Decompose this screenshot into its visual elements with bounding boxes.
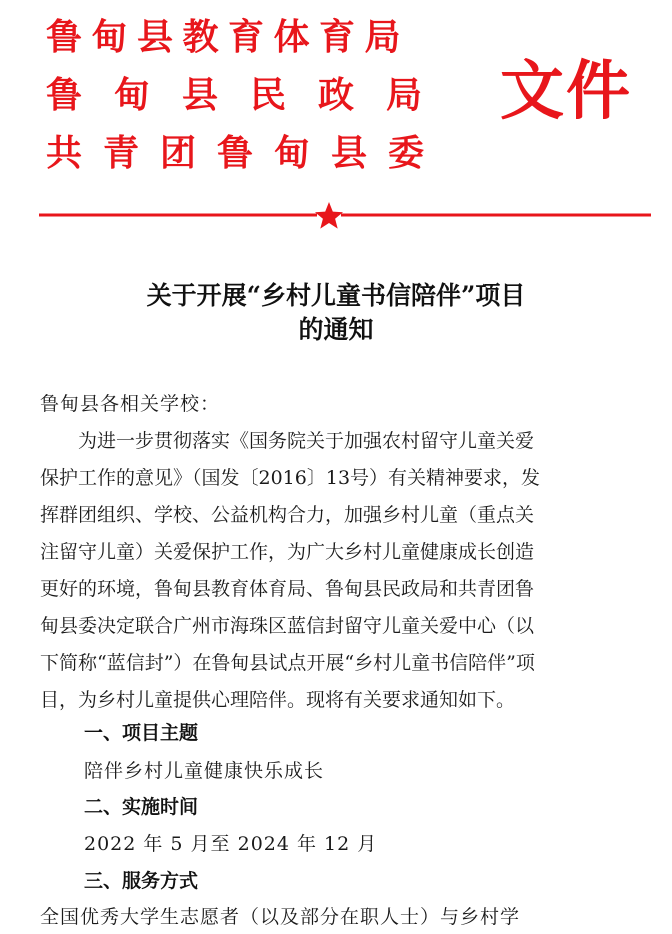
salutation: 鲁甸县各相关学校： [40, 393, 221, 415]
paragraph-line: 挥群团组织、学校、公益机构合力，加强乡村儿童（重点关 [40, 504, 535, 526]
section-text-service: 全国优秀大学生志愿者（以及部分在职人士）与乡村学 [40, 906, 521, 928]
paragraph-line: 甸县委决定联合广州市海珠区蓝信封留守儿童关爱中心（以 [40, 615, 535, 637]
issuer-education-bureau: 鲁甸县教育体育局 [46, 16, 411, 58]
notice-title-line-1: 关于开展“乡村儿童书信陪伴”项目 [146, 281, 526, 310]
intro-paragraph [40, 423, 640, 719]
paragraph-line: 保护工作的意见》（国发〔2016〕13号）有关精神要求，发 [40, 467, 541, 489]
paragraph-line: 更好的环境，鲁甸县教育体育局、鲁甸县民政局和共青团鲁 [40, 578, 535, 600]
section-text-time: 2022 年 5 月至 2024 年 12 月 [84, 833, 378, 855]
notice-title-line-2: 的通知 [298, 315, 374, 344]
paragraph-line: 目，为乡村儿童提供心理陪伴。现将有关要求通知如下。 [40, 689, 516, 711]
paragraph-line: 注留守儿童）关爱保护工作，为广大乡村儿童健康成长创造 [40, 541, 535, 563]
paragraph-line: 下简称“蓝信封”）在鲁甸县试点开展“乡村儿童书信陪伴”项 [40, 652, 535, 674]
section-heading-service: 三、服务方式 [84, 870, 199, 892]
document-type-word: 文件 [500, 54, 632, 129]
section-heading-time: 二、实施时间 [84, 796, 199, 818]
issuer-youth-league-committee: 共青团鲁甸县委 [46, 132, 446, 174]
red-star-icon [315, 202, 343, 229]
red-divider-with-star [39, 200, 651, 230]
document-header [0, 0, 672, 240]
section-text-theme: 陪伴乡村儿童健康快乐成长 [84, 760, 325, 782]
section-heading-theme: 一、项目主题 [84, 722, 199, 744]
paragraph-line: 为进一步贯彻落实《国务院关于加强农村留守儿童关爱 [40, 430, 535, 452]
issuer-civil-affairs-bureau: 鲁甸县民政局 [46, 74, 455, 116]
